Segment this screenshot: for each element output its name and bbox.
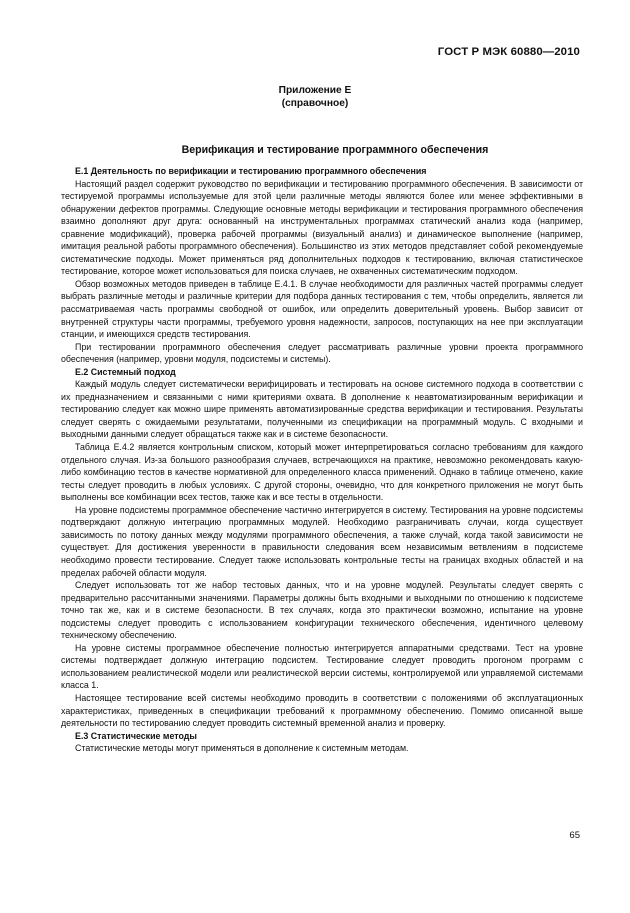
paragraph: Следует использовать тот же набор тестовых данных, что и на уровне модулей. Результаты следует сверять с предварительно рассчитанными значениями. Параметры должны быть входными и выходными по отношению к подсистеме точно так же, как и в системе безопасности. В тех случаях, когда это практически возможно, испытание на уровне подсистемы следует проводить с использованием конфигурации технического обеспечения, идентичного целевому техническому обеспечению. <box>61 580 583 641</box>
paragraph: Статистические методы могут применяться в дополнение к системным методам. <box>75 743 409 754</box>
paragraph: На уровне системы программное обеспечение полностью интегрируется аппаратными средствами. Тест на уровне системы подтверждает должную интеграцию подсистем. Тестирование следует проводить прогоном программ с использованием реалистической модели или реалистической версии системы, контролируемой или управляемой системами класса 1. <box>61 642 583 691</box>
section-heading-e2: Е.2 Системный подход <box>75 366 176 377</box>
appendix-title: Приложение Е <box>278 85 352 96</box>
paragraph: Каждый модуль следует систематически верифицировать и тестировать на основе системного подхода в соответствии с их предназначением и связанными с ними критериями охвата. В дополнение к неавтоматизированным верификации и тестированию следует как можно шире применять автоматизированные средства верификации и тестирования. Результаты следует сверять с ожидаемыми результатами, полученными из спецификации на программный модуль. С входными и выходными данными следует обращаться также как и в системе безопасности. <box>61 379 583 440</box>
appendix-block <box>0 84 630 110</box>
appendix-note: (справочное) <box>281 98 349 109</box>
section-heading-e1: Е.1 Деятельность по верификации и тестированию программного обеспечения <box>75 166 427 176</box>
document-title: Верификация и тестирование программного обеспечения <box>181 144 489 156</box>
paragraph: Настоящий раздел содержит руководство по верификации и тестированию программного обеспечения. В зависимости от тестируемой программы используемые для этой цели различные методы являются более или менее эффективными в обнаружении дефектов программы. Следующие основные методы верификации и тестирования программного обеспечения взаимно дополняют друг друга: основанный на инструментальных программах статический анализ кода (например, сравнение модификаций), проверка рабочей программы (визуальный анализ) и динамическое выполнение (например, имитация реальной работы программного обеспечения). Большинство из этих методов представляет собой рекомендуемые систематические подходы. Может применяться ряд дополнительных подходов к тестированию, включая статистическое тестирование, которое может использоваться для поиска случаев, не охваченных систематическим подходом. <box>61 178 583 277</box>
paragraph: Настоящее тестирование всей системы необходимо проводить в соответствии с положениями об эксплуатационных характеристиках, приведенных в спецификации требований к программному обеспечению. Помимо описанной выше деятельности по тестированию следует проводить системный временной анализ и проверку. <box>61 692 583 729</box>
paragraph: На уровне подсистемы программное обеспечение частично интегрируется в систему. Тестирования на уровне подсистемы подтверждают должную интеграцию программных модулей. Необходимо разграничивать случаи, когда существует зависимость по потоку данных между модулями программного обеспечения, а также случай, когда такой зависимости не существует. Для достижения уверенности в правильности следования всем независимым ветвлениям в подсистеме необходимо провести тестирование. Следует также использовать контрольные тесты на границах входных областей и на пределах рабочей области модуля. <box>61 504 583 578</box>
body-text <box>61 165 583 755</box>
standard-header: ГОСТ Р МЭК 60880—2010 <box>437 46 580 58</box>
paragraph: Обзор возможных методов приведен в таблице Е.4.1. В случае необходимости для различных частей программы следует выбрать различные методы и различные критерии для подбора данных тестирования с тем, чтобы определить, является ли рассматриваемая часть программы свободной от ошибок, или определить доверительный уровень. Выбор зависит от внутренней структуры части программы, требуемого уровня надежности, запросов, поступающих на нее при эксплуатации станции, и имеющихся средств тестирования. <box>61 278 583 340</box>
page-number: 65 <box>569 830 580 841</box>
paragraph: Таблица Е.4.2 является контрольным списком, который может интерпретироваться согласно требованиям для каждого отдельного случая. Из-за большого разнообразия случаев, встречающихся на практике, невозможно рекомендовать какую-либо комбинацию тестов в качестве нормативной для определенного класса применений. Однако в таблице отмечено, какие тесты следует проводить в любых условиях. С другой стороны, очевидно, что для конкретного приложения не могут быть выполнены все комбинации всех тестов, также как и все тесты в отдельности. <box>61 442 583 503</box>
paragraph: При тестировании программного обеспечения следует рассматривать различные уровни проекта программного обеспечения (например, уровни модуля, подсистемы и системы). <box>61 341 583 365</box>
section-heading-e3: Е.3 Статистические методы <box>75 730 197 741</box>
